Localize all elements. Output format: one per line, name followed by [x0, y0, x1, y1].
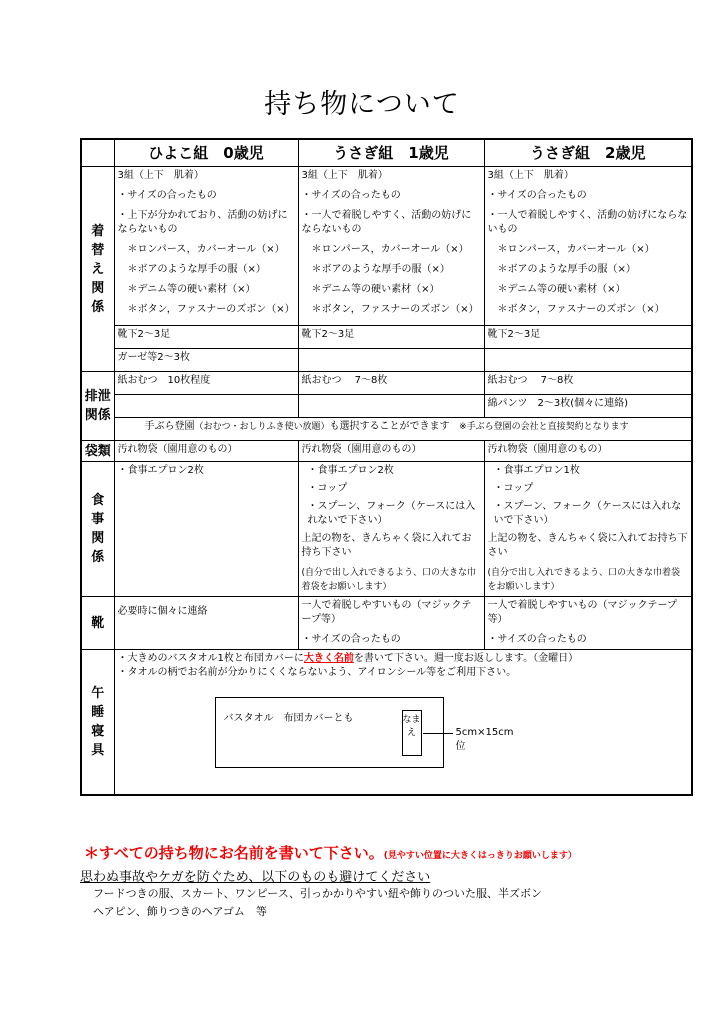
toilet-row2 [81, 395, 692, 418]
meal-col1: ・食事エプロン2枚 ・コップ ・スプーン、フォーク（ケースには入れないで下さい） 上記の物を、きんちゃく袋に入れてお持ち下さい (自分で出し入れできるよう、口の大きな巾着袋をお願いします） [298, 462, 484, 597]
towel-diagram [215, 697, 514, 768]
page-title: 持ち物について [264, 89, 460, 120]
category-clothes: 着 替 え 関 係 [81, 167, 114, 372]
header-col0: ひよこ組 0歳児 [114, 139, 298, 167]
corner-cell [81, 139, 114, 167]
toilet-note: 手ぶら登園（おむつ・おしりふき使い放題）も選択することができます ※手ぶら登園の会社と直接契約となります [114, 418, 692, 441]
bag-row [81, 441, 692, 462]
shoes-col2: 一人で着脱しやすいもの（マジックテープ等） ・サイズの合ったもの [484, 597, 692, 650]
clothes-row [81, 167, 692, 326]
category-nap: 午 睡 寝 具 [81, 650, 114, 796]
toilet-row [81, 372, 692, 395]
toilet-col2: 紙おむつ 7～8枚 [484, 372, 692, 395]
meal-row [81, 462, 692, 597]
belongings-table [80, 138, 693, 796]
header-row [81, 139, 692, 167]
gauze-col1 [298, 349, 484, 372]
category-bag: 袋類 [81, 441, 114, 462]
gauze-col0: ガーゼ等2～3枚 [114, 349, 298, 372]
socks-row [81, 326, 692, 349]
toilet-note-row [81, 418, 692, 441]
gauze-col2 [484, 349, 692, 372]
meal-col0: ・食事エプロン2枚 [114, 462, 298, 597]
name-notice: ＊すべての持ち物にお名前を書いて下さい。(見やすい位置に大きくはっきりお願いします） [84, 844, 577, 862]
shoes-col1: 一人で着脱しやすいもの（マジックテープ等） ・サイズの合ったもの [298, 597, 484, 650]
bag-col0: 汚れ物袋（園用意のもの） [114, 441, 298, 462]
bag-col1: 汚れ物袋（園用意のもの） [298, 441, 484, 462]
header-col2: うさぎ組 2歳児 [484, 139, 692, 167]
clothes-col2: 3組（上下 肌着） ・サイズの合ったもの ・一人で着脱しやすく、活動の妨げにならないもの ＊ロンパース，カバーオール（×） ＊ボアのような厚手の服（×） ＊デニム等の硬い素材（×） ＊ボタン，ファスナーのズボン（×） [484, 167, 692, 326]
category-meal: 食 事 関 係 [81, 462, 114, 597]
nap-line1: ・大きめのバスタオル1枚と布団カバーに大きく名前を書いて下さい。週一度お返しします。（金曜日） [117, 653, 579, 664]
clothes-col1: 3組（上下 肌着） ・サイズの合ったもの ・一人で着脱しやすく、活動の妨げにならないもの ＊ロンパース，カバーオール（×） ＊ボアのような厚手の服（×） ＊デニム等の硬い素材（×） ＊ボタン，ファスナーのズボン（×） [298, 167, 484, 326]
towel-label: バスタオル 布団カバーとも [223, 713, 354, 724]
clothes-col0: 3組（上下 肌着） ・サイズの合ったもの ・上下が分かれており、活動の妨げにならないもの ＊ロンパース，カバーオール（×） ＊ボアのような厚手の服（×） ＊デニム等の硬い素材（×） ＊ボタン，ファスナーのズボン（×） [114, 167, 298, 326]
shoes-col0: 必要時に個々に連絡 [114, 597, 298, 650]
toilet-col2-pants: 綿パンツ 2～3枚(個々に連絡) [484, 395, 692, 418]
shoes-row [81, 597, 692, 650]
nap-content [114, 650, 692, 796]
name-tag: なまえ [402, 710, 422, 756]
toilet-col0: 紙おむつ 10枚程度 [114, 372, 298, 395]
dimension-text: 5cm×15cm 位 [455, 727, 514, 752]
category-shoes: 靴 [81, 597, 114, 650]
avoid-list [93, 885, 542, 921]
header-col1: うさぎ組 1歳児 [298, 139, 484, 167]
category-toilet: 排泄 関係 [81, 372, 114, 441]
gauze-row [81, 349, 692, 372]
meal-col2: ・食事エプロン1枚 ・コップ ・スプーン、フォーク（ケースには入れないで下さい） 上記の物を、きんちゃく袋に入れてお持ち下さい (自分で出し入れできるよう、口の大きな巾着袋をお願いします） [484, 462, 692, 597]
socks-col2: 靴下2～3足 [484, 326, 692, 349]
avoid-title: 思わぬ事故やケガを防ぐため、以下のものも避けてください [80, 870, 431, 885]
nap-row [81, 650, 692, 796]
socks-col1: 靴下2～3足 [298, 326, 484, 349]
toilet-col1: 紙おむつ 7～8枚 [298, 372, 484, 395]
nap-line2: ・タオルの柄でお名前が分かりにくくならないよう、アイロンシール等をご利用下さい。 [117, 667, 517, 678]
avoid-line2: ヘアピン、飾りつきのヘアゴム 等 [93, 905, 267, 918]
bag-col2: 汚れ物袋（園用意のもの） [484, 441, 692, 462]
socks-col0: 靴下2～3足 [114, 326, 298, 349]
dimension-line [423, 733, 453, 734]
avoid-line1: フードつきの服、スカート、ワンピース、引っかかりやすい紐や飾りのついた服、半ズボン [93, 887, 543, 900]
